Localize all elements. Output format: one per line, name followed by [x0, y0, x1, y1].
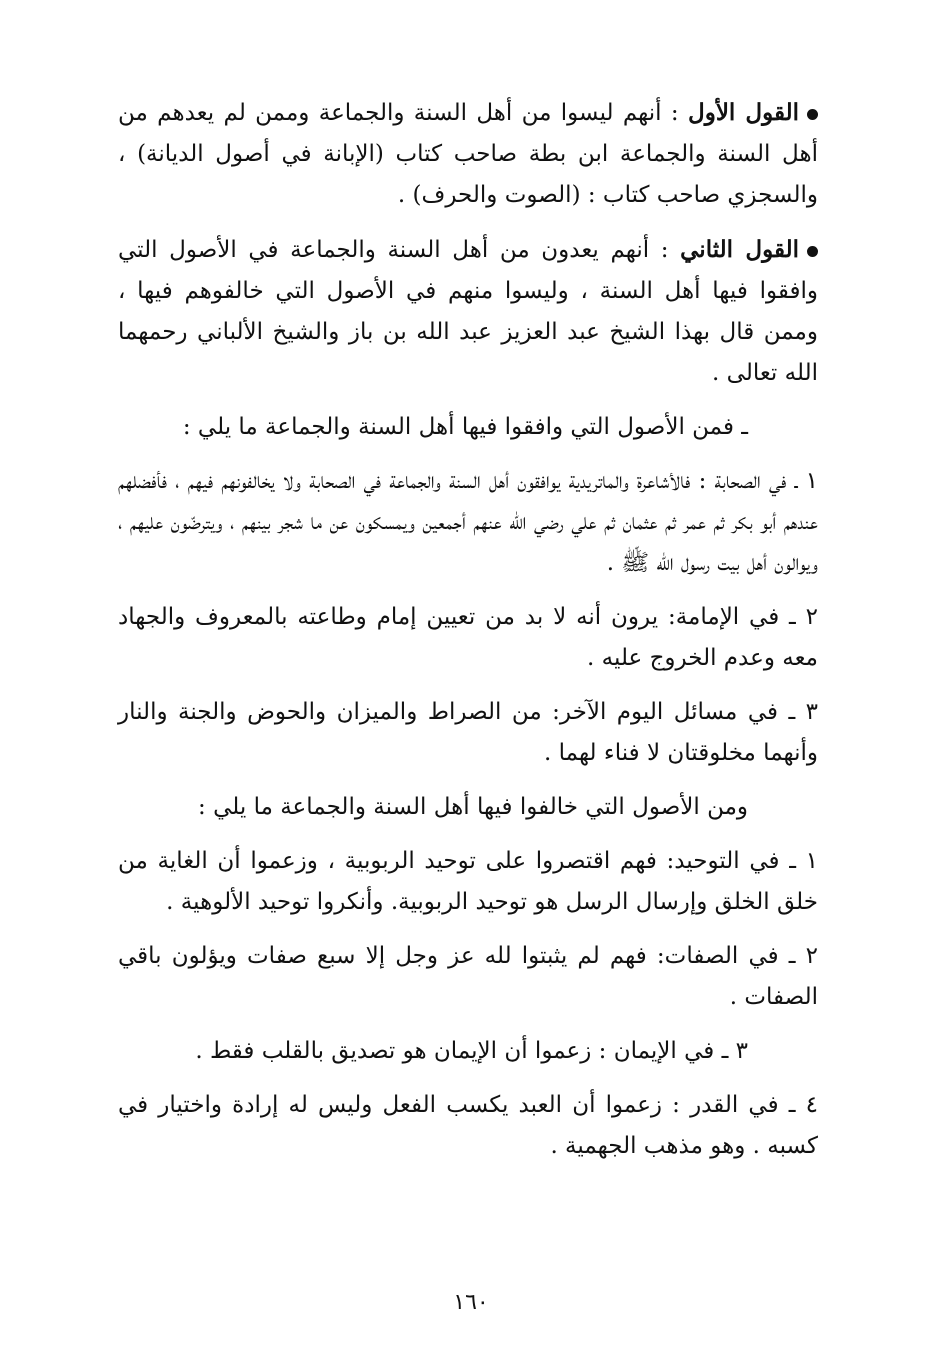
list-item-imamate: ٢ ـ في الإمامة: يرون أنه لا بد من تعيين إمام وطاعته بالمعروف والجهاد معه وعدم الخروج عليه . [118, 604, 818, 671]
list-item-tawheed: ١ ـ في التوحيد: فهم اقتصروا على توحيد الربوبية ، وزعموا أن الغاية من خلق الخلق وإرسال الرسل هو توحيد الربوبية. وأنكروا توحيد الألوهية . [118, 848, 818, 915]
paragraph-second-opinion [118, 229, 818, 394]
list-item-companions: ١ ـ في الصحابة : فالأشاعرة والماتريدية يوافقون أهل السنة والجماعة في الصحابة ولا يخالفونهم فيهم ، فأفضلهم عندهم أبو بكر ثم عمر ثم عثمان ثم علي رضي الله عنهم أجمعين ويمسكون عن ما شجر بينهم ، ويترضّون عليهم ، ويوالون أهل بيت رسول الله ﷺ . [118, 468, 818, 576]
list-item-attributes: ٢ ـ في الصفات: فهم لم يثبتوا لله عز وجل إلا سبع صفات ويؤلون باقي الصفات . [118, 943, 818, 1010]
section-heading-agreed-principles: ـ فمن الأصول التي وافقوا فيها أهل السنة والجماعة ما يلي : [182, 414, 748, 440]
paragraph-first-opinion [118, 92, 818, 216]
paragraph-text: : أنهم ليسوا من أهل السنة والجماعة وممن لم يعدهم من أهل السنة والجماعة ابن بطة صاحب كتاب (الإبانة في أصول الديانة) ، والسجزي صاحب كتاب : (الصوت والحرف) . [118, 100, 818, 208]
page-number: ١٦٠ [453, 1290, 489, 1315]
bullet-icon [807, 246, 818, 257]
paragraph-label: القول الأول [688, 99, 799, 126]
list-item-qadar: ٤ ـ في القدر : زعموا أن العبد يكسب الفعل وليس له إرادة واختيار في كسبه . وهو مذهب الجهمية . [118, 1092, 818, 1159]
paragraph-text: : أنهم يعدون من أهل السنة والجماعة في الأصول التي وافقوا فيها أهل السنة ، وليسوا منهم في الأصول التي خالفوهم فيها ، وممن قال بهذا الشيخ عبد العزيز عبد الله بن باز والشيخ الألباني رحمهما الله تعالى . [118, 237, 818, 386]
bullet-icon [807, 109, 818, 120]
paragraph-label: القول الثاني [680, 236, 799, 263]
list-item-last-day: ٣ ـ في مسائل اليوم الآخر: من الصراط والميزان والحوض والجنة والنار وأنهما مخلوقتان لا فناء لهما . [118, 699, 818, 766]
section-heading-disagreed-principles: ومن الأصول التي خالفوا فيها أهل السنة والجماعة ما يلي : [198, 794, 748, 820]
list-item-iman: ٣ ـ في الإيمان : زعموا أن الإيمان هو تصديق بالقلب فقط . [195, 1038, 748, 1064]
page-body [118, 92, 818, 1180]
